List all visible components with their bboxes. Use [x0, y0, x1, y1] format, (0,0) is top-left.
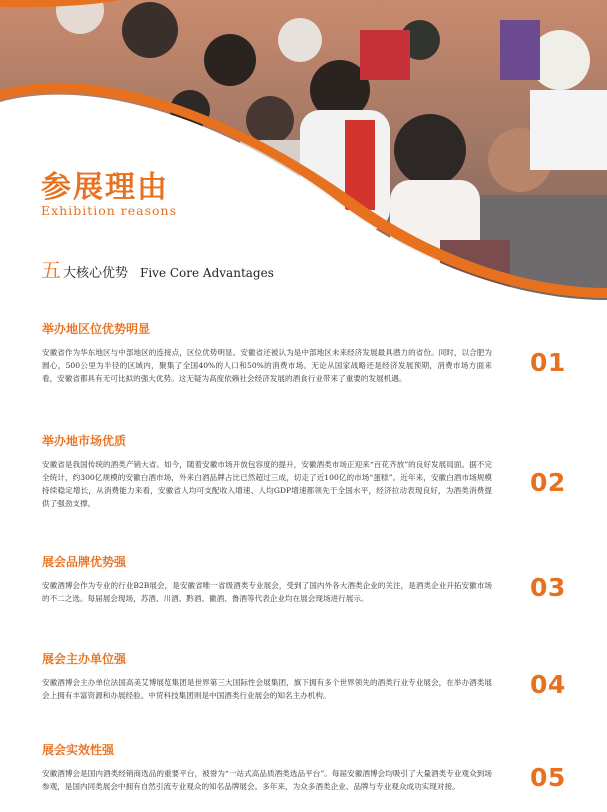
section-title: 展会主办单位强: [42, 652, 127, 666]
section-body: 安徽省是我国传统的酒类产销大省。如今，随着安徽市场开放包容度的提升，安徽酒类市场正迎来“百花齐放”的良好发展局面。据不完全统计，约300亿规模的安徽白酒市场，外来白酒品牌占比已然超过三成，切走了近100亿的市场“蛋糕”。近年来，安徽白酒市场规模持续稳定增长，从消费能力来看，安徽省人均可支配收入增速、人均GDP增速都领先于全国水平，经济拉动表现良好，为酒类消费提供了强劲支撑。: [42, 460, 492, 508]
section-organizer-strength: [42, 650, 607, 702]
section-number: 04: [530, 670, 566, 699]
section-number: 05: [530, 763, 566, 792]
section-body: 安徽酒博会是国内酒类经销商选品的重要平台，被誉为“一站式高品质酒类选品平台”。每届安徽酒博会均吸引了大量酒类专业观众到场参观，是国内同类展会中拥有自然引流专业观众的知名品牌展会。多年来，为众多酒类企业、品牌与专业观众成功实现对接。: [42, 769, 492, 791]
section-market-quality: [42, 432, 607, 510]
section-location-advantage: [42, 320, 607, 385]
section-title: 展会实效性强: [42, 743, 115, 757]
section-title: 展会品牌优势强: [42, 555, 127, 569]
subtitle-english: Five Core Advantages: [140, 266, 274, 280]
section-number: 02: [530, 468, 566, 497]
section-number: 01: [530, 348, 566, 377]
section-brand-advantage: [42, 553, 607, 605]
core-advantages-heading: [41, 254, 274, 283]
section-body: 安徽酒博会主办单位法国高美艾博展览集团是世界第三大国际性会展集团，旗下拥有多个世界领先的酒类行业专业展会，在举办酒类展会上拥有丰富资源和办展经验。中贸科技集团则是中国酒类行业展会的知名主办机构。: [42, 678, 492, 700]
section-body: 安徽省作为华东地区与中部地区的连接点，区位优势明显。安徽省还被认为是中部地区未来经济发展最具潜力的省份。同时，以合肥为圆心，500公里为半径的区域内，聚集了全国40%的人口和50%的消费市场。无论从国家战略还是经济发展预期，消费市场方面来看，安徽省都具有无可比拟的强大优势。这无疑为高度依赖社会经济发展的酒食行业带来了重要的发展机遇。: [42, 348, 492, 383]
section-body: 安徽酒博会作为专业的行业B2B展会，是安徽省唯一省级酒类专业展会，受到了国内外各大酒类企业的关注，是酒类企业开拓安徽市场的不二之选。每届展会现场，苏酒、川酒、黔酒、徽酒、鲁酒等代表企业均在展会现场进行展示。: [42, 581, 492, 603]
subtitle-chinese: 大核心优势: [63, 266, 129, 281]
section-number: 03: [530, 573, 566, 602]
page-title: 参展理由: [41, 170, 169, 205]
section-title: 举办地市场优质: [42, 434, 127, 448]
section-effectiveness: [42, 741, 607, 793]
subtitle-number-char: 五: [41, 258, 61, 282]
section-title: 举办地区位优势明显: [42, 322, 151, 336]
page-title-english: Exhibition reasons: [41, 203, 178, 218]
